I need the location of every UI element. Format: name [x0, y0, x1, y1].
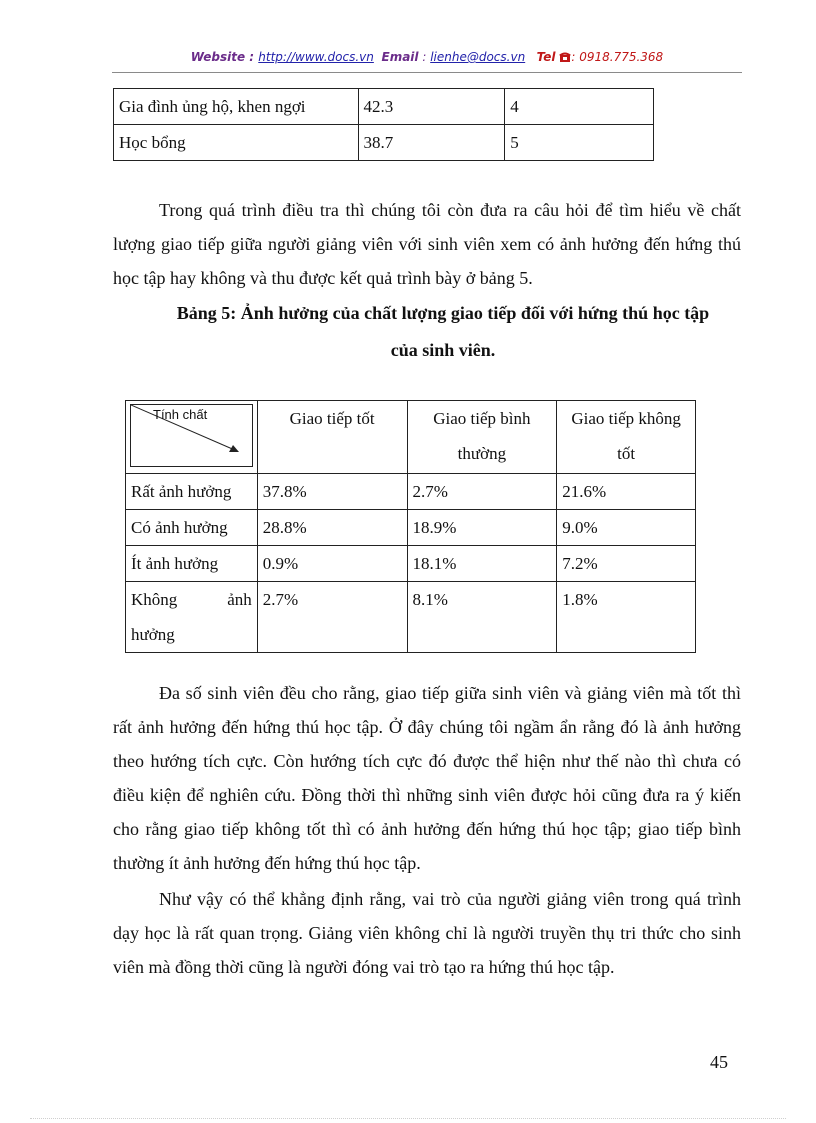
table-cell: 21.6%: [557, 474, 696, 510]
table-row: [114, 125, 654, 161]
table-cell: 18.1%: [407, 546, 557, 582]
website-label: Website :: [190, 50, 259, 64]
table-header-row: [126, 401, 696, 474]
row-label: Không ảnh hưởng: [126, 582, 258, 653]
row-label: Rất ảnh hưởng: [126, 474, 258, 510]
table-cell: 8.1%: [407, 582, 557, 653]
paragraph-intro: Trong quá trình điều tra thì chúng tôi còn đưa ra câu hỏi để tìm hiểu về chất lượng giao tiếp giữa người giảng viên với sinh viên xem có ảnh hưởng đến hứng thú học tập hay không và thu được kết quả trình bày ở bảng 5.: [113, 200, 741, 288]
tel-label: Tel: [536, 50, 556, 64]
column-header: Giao tiếp tốt: [257, 401, 407, 474]
page-number: 45: [710, 1052, 728, 1072]
row-label: Ít ảnh hưởng: [126, 546, 258, 582]
table-cell: Gia đình ủng hộ, khen ngợi: [114, 89, 359, 125]
table-cell: 9.0%: [557, 510, 696, 546]
table-cell: 4: [505, 89, 654, 125]
table-5: [125, 400, 696, 653]
table-cell: 1.8%: [557, 582, 696, 653]
email-separator: :: [418, 50, 431, 64]
column-header: Giao tiếp không tốt: [557, 401, 696, 474]
table-cell: 0.9%: [257, 546, 407, 582]
corner-cell: [126, 401, 258, 474]
table-caption-line1: Bảng 5: Ảnh hưởng của chất lượng giao tiếp đối với hứng thú học tập: [176, 303, 710, 323]
paragraph-conclusion: Như vậy có thể khẳng định rằng, vai trò của người giảng viên trong quá trình dạy học là rất quan trọng. Giảng viên không chỉ là người truyền thụ tri thức cho sinh viên mà đồng thời cũng là người đóng vai trò tạo ra hứng thú học tập.: [113, 889, 741, 977]
table-cell: 5: [505, 125, 654, 161]
footer-divider: [30, 1118, 786, 1119]
email-link[interactable]: lienhe@docs.vn: [430, 50, 526, 64]
table-row: [126, 546, 696, 582]
table-cell: 42.3: [358, 89, 505, 125]
paragraph-analysis: Đa số sinh viên đều cho rằng, giao tiếp giữa sinh viên và giảng viên mà tốt thì rất ảnh hưởng đến hứng thú học tập. Ở đây chúng tôi ngầm ẩn rằng đó là ảnh hưởng theo hướng tích cực. Còn hướng tích cực đó được thể hiện như thế nào thì chưa có điều kiện để nghiên cứu. Đồng thời thì những sinh viên được hỏi cũng đưa ra ý kiến cho rằng giao tiếp không tốt thì có ảnh hưởng đến hứng thú học tập; giao tiếp bình thường ít ảnh hưởng đến hứng thú học tập.: [113, 683, 741, 873]
table-cell: 28.8%: [257, 510, 407, 546]
table-row: [126, 474, 696, 510]
table-cell: 37.8%: [257, 474, 407, 510]
table-caption-line2: của sinh viên.: [390, 340, 496, 360]
table-4-continued: [113, 88, 654, 161]
table-row: [126, 582, 696, 653]
phone-number: : 0918.775.368: [571, 50, 664, 64]
page-header: [112, 50, 742, 73]
email-label: Email: [381, 50, 419, 64]
phone-icon: [559, 51, 571, 62]
table-cell: 38.7: [358, 125, 505, 161]
table-cell: Học bổng: [114, 125, 359, 161]
website-link[interactable]: http://www.docs.vn: [258, 50, 374, 64]
row-label: Có ảnh hưởng: [126, 510, 258, 546]
table-cell: 7.2%: [557, 546, 696, 582]
corner-label: Tính chất: [153, 407, 208, 422]
table-row: [126, 510, 696, 546]
table-cell: 2.7%: [407, 474, 557, 510]
corner-box: [130, 404, 253, 467]
table-cell: 2.7%: [257, 582, 407, 653]
table-row: [114, 89, 654, 125]
column-header: Giao tiếp bình thường: [407, 401, 557, 474]
table-cell: 18.9%: [407, 510, 557, 546]
